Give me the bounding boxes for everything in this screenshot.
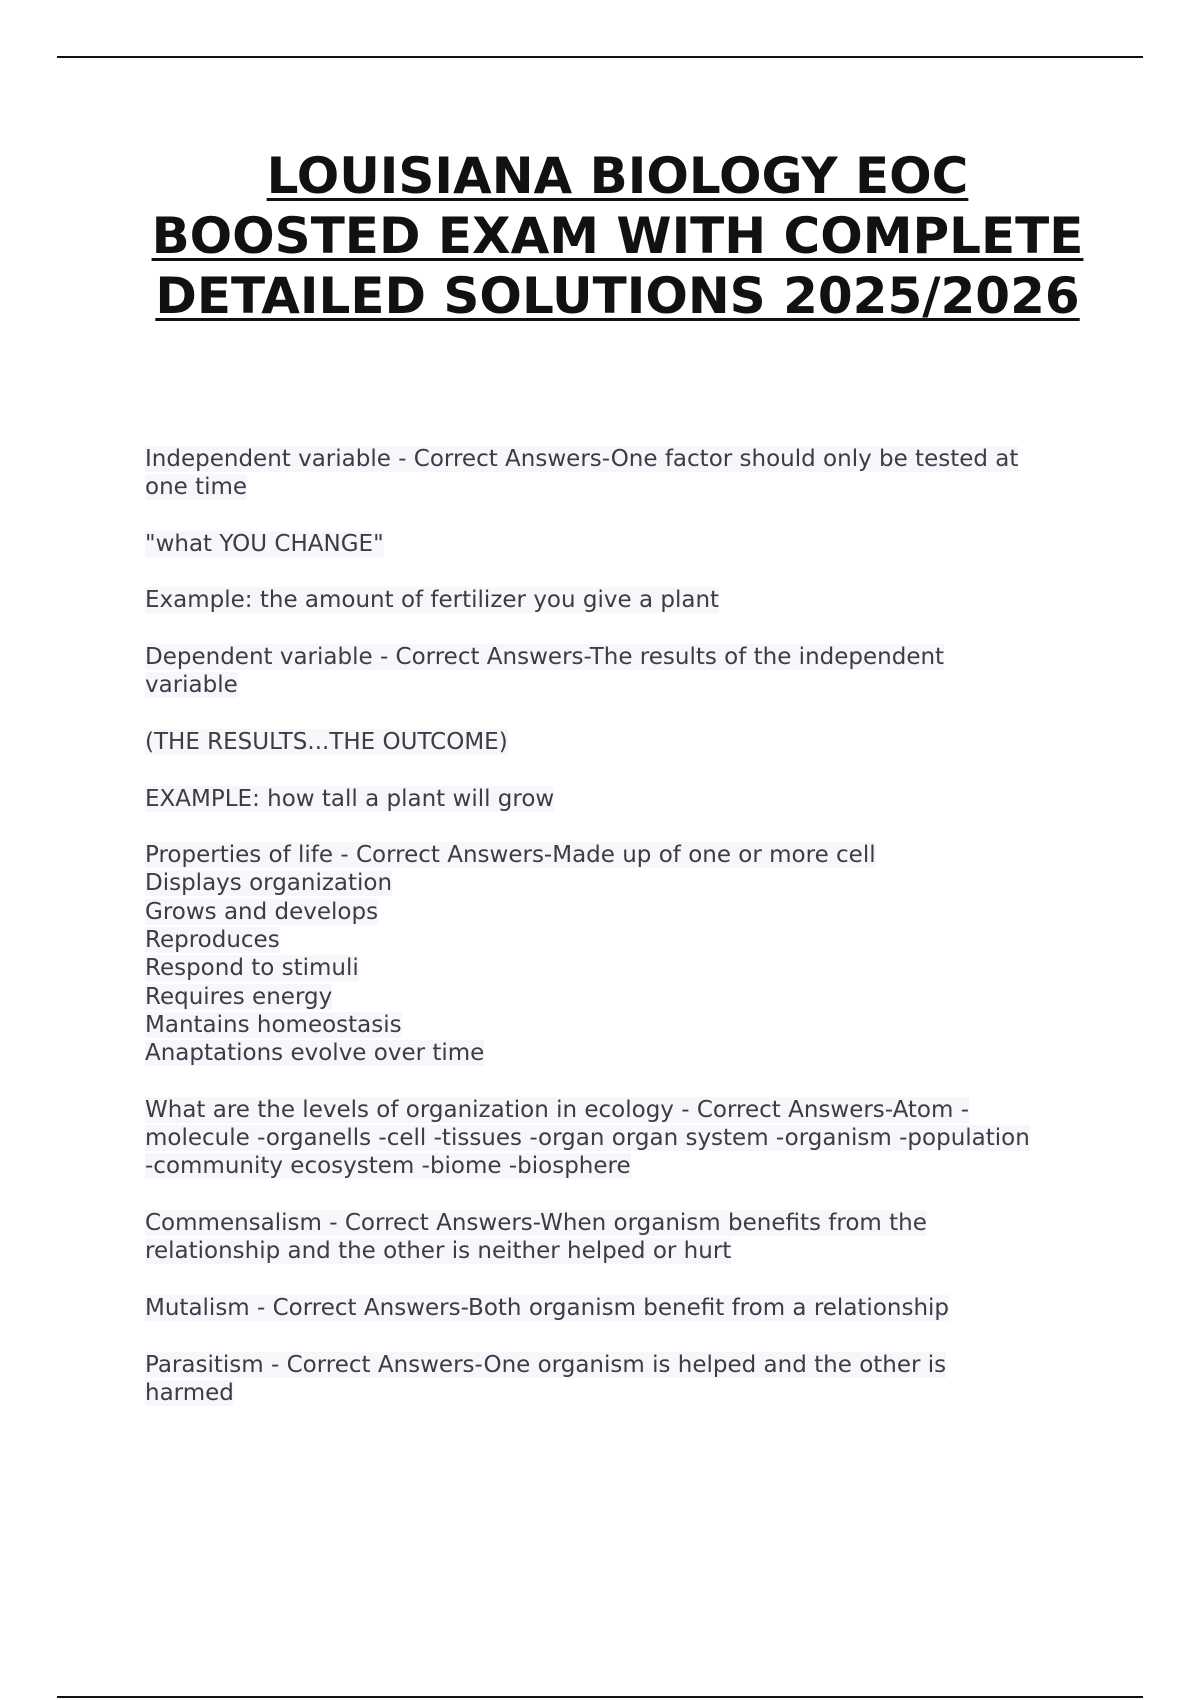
entry-properties-of-life (145, 841, 1085, 1067)
entry-example-fertilizer (145, 586, 1085, 614)
entry-line: Properties of life - Correct Answers-Made up of one or more cell (145, 842, 876, 869)
document-title-text: LOUISIANA BIOLOGY EOC BOOSTED EXAM WITH COMPLETE DETAILED SOLUTIONS 2025/2026 (151, 147, 1084, 325)
entry-line: variable (145, 672, 238, 699)
entry-mutalism (145, 1294, 1085, 1322)
entry-the-results (145, 728, 1085, 756)
bottom-rule (57, 1696, 1143, 1698)
document-title (150, 146, 1085, 326)
entry-what-you-change (145, 530, 1085, 558)
entry-line: Anaptations evolve over time (145, 1040, 485, 1067)
entry-line: Mutalism - Correct Answers-Both organism benefit from a relationship (145, 1294, 950, 1321)
entry-line: Commensalism - Correct Answers-When organism benefits from the (145, 1210, 927, 1237)
entry-line: Requires energy (145, 983, 333, 1010)
entry-parasitism (145, 1351, 1085, 1408)
entry-independent-variable (145, 445, 1085, 502)
entry-line: Displays organization (145, 870, 393, 897)
entry-line: Dependent variable - Correct Answers-The results of the independent (145, 644, 945, 671)
entry-commensalism (145, 1209, 1085, 1266)
entry-example-plant-grow (145, 785, 1085, 813)
entry-line: EXAMPLE: how tall a plant will grow (145, 785, 555, 812)
entry-line: What are the levels of organization in ecology - Correct Answers-Atom - (145, 1096, 970, 1123)
entry-line: -community ecosystem -biome -biosphere (145, 1153, 631, 1180)
top-rule (57, 56, 1143, 58)
entry-line: Respond to stimuli (145, 955, 359, 982)
entry-line: harmed (145, 1379, 234, 1406)
entry-line: Reproduces (145, 927, 280, 954)
entry-line: relationship and the other is neither helped or hurt (145, 1238, 732, 1265)
entry-line: molecule -organells -cell -tissues -organ organ system -organism -population (145, 1125, 1030, 1152)
entry-line: Example: the amount of fertilizer you give a plant (145, 587, 720, 614)
entry-dependent-variable (145, 643, 1085, 700)
entry-levels-of-organization (145, 1096, 1085, 1181)
entry-line: Mantains homeostasis (145, 1011, 402, 1038)
entry-line: Grows and develops (145, 898, 379, 925)
entry-line: Independent variable - Correct Answers-One factor should only be tested at (145, 446, 1019, 472)
document-body (145, 445, 1085, 1435)
entry-line: "what YOU CHANGE" (145, 530, 384, 557)
entry-line: one time (145, 474, 248, 501)
entry-line: (THE RESULTS...THE OUTCOME) (145, 728, 508, 755)
entry-line: Parasitism - Correct Answers-One organism is helped and the other is (145, 1351, 947, 1378)
